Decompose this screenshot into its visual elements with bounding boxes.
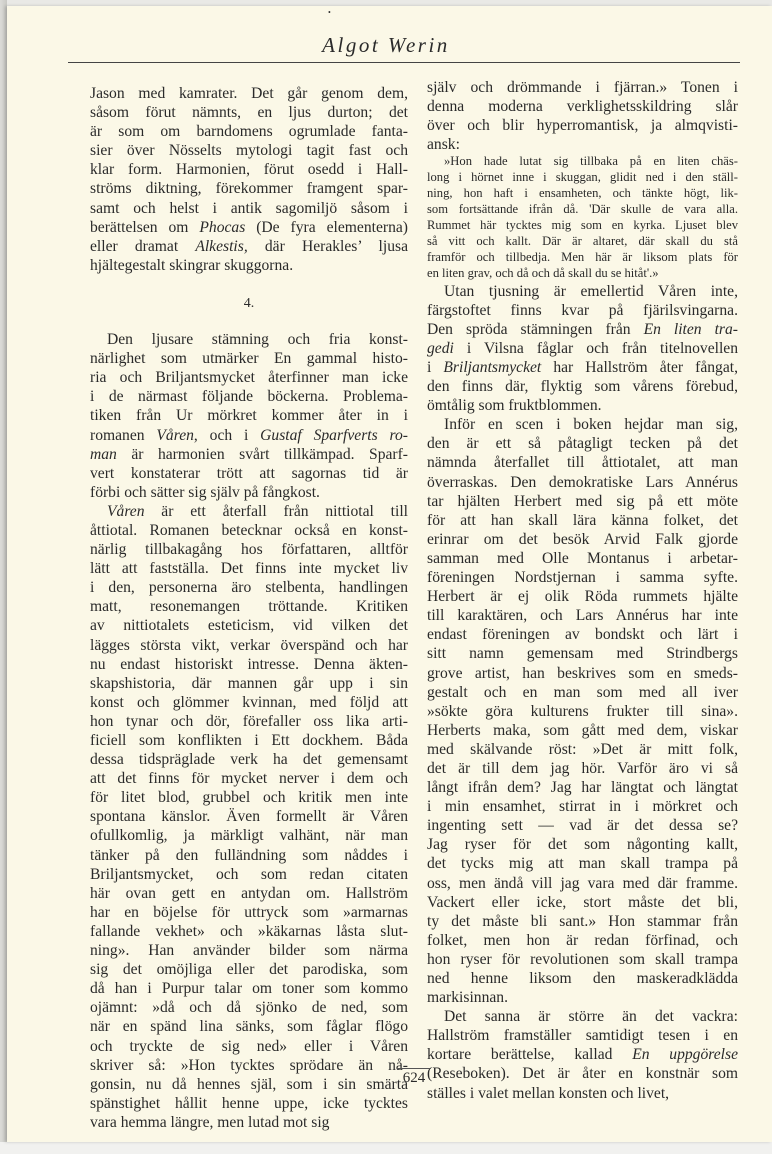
text-line: »sökte göra kulturens frukter till sina». [427, 702, 738, 720]
text-line: ställes i valet mellan konsten och livet, [427, 1084, 670, 1102]
left-column [90, 84, 408, 1132]
text-line: endast föreningen av bondskt och lärt i [427, 626, 738, 644]
text-line: den är ett så påtagligt tecken på det [427, 435, 738, 453]
paragraph [90, 84, 408, 275]
text-line: att det finns för mycket nerver i dem och [90, 770, 408, 788]
text-line: åttiotal. Romanen betecknar också en konst- [90, 521, 408, 539]
text-line: Rummet här tycktes mig som en kyrka. Ljuset blev [427, 218, 738, 232]
text-line: tar hjälten Herbert med sig på ett möte [427, 492, 738, 510]
text-line: matt, resonemangen tröttande. Kritiken [90, 598, 408, 616]
text-line: spänstighet hållit henne uppe, icke tycktes [90, 1094, 408, 1112]
header-rule [68, 62, 740, 63]
text-line: med skälvande röst: »Det är mitt folk, [427, 740, 738, 758]
text-line: nämnda återfallet till åttiotalet, att man [427, 454, 738, 472]
text-line: närlighet som utmärker En gammal histo- [90, 350, 408, 368]
text-line: erinrar om det besök Arvid Falk gjorde [427, 530, 738, 548]
text-line: long i hörnet inne i skuggan, glidit ned i den ställ- [427, 170, 738, 185]
text-line: ning». Han använder bilder som närma [90, 942, 408, 960]
text-line: sier över Nösselts mytologi tagit fast och [90, 142, 408, 160]
text-line: spontana känslor. Även formellt är Våren [90, 808, 408, 826]
paragraph [427, 282, 738, 416]
text-line: ned henne liksom den maskeradklädda [427, 970, 738, 987]
text-line: nu endast historiskt intresse. Denna äkten- [90, 655, 408, 673]
text-line: romanen Våren, och i Gustaf Sparfverts ro- [90, 426, 408, 444]
text-line: ojämnt: »då och då sjönko de ned, som [90, 999, 408, 1017]
text-line: lätt att fastställa. Det finns inte mycket liv [90, 560, 408, 578]
text-line: ning, hon haft i ensamheten, och tänkte högt, lik- [427, 186, 738, 201]
text-line: skapshistoria, där mannen går upp i sin [90, 674, 408, 692]
text-line: närlig tillbakagång hos författaren, alltför [90, 541, 408, 559]
text-line: fallande vekhet» och »käkarnas låsta slut- [90, 922, 408, 940]
text-line: här ovan gett en antydan om. Hallström [90, 884, 408, 902]
text-line: gedi i Vilsna fåglar och från titelnovellen [427, 339, 738, 357]
running-head-author: Algot Werin [322, 33, 450, 57]
text-line: markisinnan. [427, 989, 508, 1007]
right-column [427, 78, 738, 1103]
text-line: i den, personerna äro stelbenta, handlingen [90, 579, 408, 597]
text-line: Inför en scen i boken hejdar man sig, [444, 416, 738, 434]
text-line: långt ifrån dem? Jag har längtat och längtat [427, 779, 738, 797]
text-line: konst och glömmer kvinnan, med följd att [90, 693, 408, 711]
ink-speck: • [328, 8, 331, 17]
text-line: i Briljantsmycket har Hallström åter fångat, [427, 359, 738, 376]
text-line: lägges största vikt, verkar överspänd och har [90, 636, 408, 654]
text-line: såsom förut nämnts, en ljus durton; det [90, 104, 408, 122]
text-line: ansk: [427, 136, 460, 154]
text-line: själv och drömmande i fjärran.» Tonen i [427, 79, 738, 96]
text-line: ficiell som konflikten i Ett dockhem. Båda [90, 732, 408, 749]
text-line: hon ryser för revolutionen som skall trampa [427, 950, 738, 968]
text-line: för litet blod, grubbel och kritik men inte [90, 789, 408, 807]
paragraph [427, 78, 738, 154]
text-line: i de närmast följande böckerna. Problema- [90, 388, 408, 406]
paragraph [427, 415, 738, 1007]
text-line: hon tynar och dör, förefaller oss lika arti- [90, 712, 408, 730]
text-line: överraskas. Den demokratiske Lars Annérus [427, 473, 738, 491]
page-edge-shadow [0, 0, 7, 1154]
text-line: i min ensamhet, stirrat in i mörkret och [427, 798, 738, 816]
text-line: eller dramat Alkestis, där Herakles’ ljusa [90, 237, 408, 255]
text-line: till karaktären, och Lars Annérus har inte [427, 607, 738, 625]
text-line: när en spänd lina sänks, som fåglar flögo [90, 1018, 408, 1036]
scan-bottom-margin [0, 1142, 772, 1154]
text-line: det tycks mig att man skall trampa på [427, 855, 738, 873]
text-line: Det sanna är större än det vackra: [444, 1008, 738, 1026]
text-line: folket, men hon är redan förfinad, och [427, 931, 738, 949]
text-line: och tryckte de sig ned» eller i Våren [90, 1037, 408, 1055]
text-line: skriver så: »Hon tycktes sprödare än nå- [90, 1056, 408, 1074]
text-line: framför och tillbedja. Men här är liksom plats för [427, 249, 738, 264]
text-line: Den spröda stämningen från En liten tra- [427, 320, 738, 338]
block-quote [427, 154, 738, 281]
text-line: Jag ryser för det som någonting kallt, [427, 836, 738, 854]
text-line: då han i Purpur talar om toner som kommo [90, 980, 408, 998]
text-line: föreningen Nordstjernan i samma syfte. [427, 569, 738, 587]
text-line: gonsin, nu då hennes själ, som i sin smärta [90, 1075, 408, 1093]
text-line: för att han skall lära känna folket, det [427, 511, 738, 529]
text-line: en liten grav, och då och då skall du se hitåt'.» [427, 265, 659, 280]
text-line: det är till dem jag hör. Varför äro vi så [427, 759, 738, 777]
text-line: klar form. Harmonien, förut osedd i Hall- [90, 161, 408, 179]
text-line: har en böjelse för uttryck som »armarnas [90, 903, 408, 921]
text-line: grove artist, han beskrives som en smeds- [427, 664, 738, 682]
paragraph [90, 502, 408, 1132]
text-line: ria och Briljantsmycket återfinner man icke [90, 369, 408, 387]
text-line: berättelsen om Phocas (De fyra elementerna) [90, 218, 408, 236]
text-line: tänker på den fulländning som nåddes i [90, 846, 408, 864]
text-line: »Hon hade lutat sig tillbaka på en liten chäs- [444, 154, 738, 169]
text-line: ströms diktning, förekommer framgent spar- [90, 180, 408, 198]
text-line: hjältegestalt skingrar skuggorna. [90, 256, 294, 274]
text-line: över och blir hyperromantisk, ja almqvisti- [427, 117, 738, 135]
text-line: Herbert är ej olik Röda rummets hjälte [427, 588, 738, 606]
text-line: Hallström framställer samtidigt tesen i en [427, 1027, 738, 1045]
text-line: av nittiotalets esteticism, vid vilken det [90, 617, 408, 635]
text-line: Den ljusare stämning och fria konst- [107, 331, 408, 349]
text-line: kortare berättelse, kallad En uppgörelse [427, 1046, 738, 1064]
page-number: 624 [397, 1068, 431, 1087]
text-line: ömtålig som fruktblommen. [427, 397, 602, 415]
section-number: 4. [243, 295, 255, 311]
text-line: samman med Olle Montanus i arbetar- [427, 549, 738, 567]
text-line: dessa tidspräglade verk ha det gemensamt [90, 751, 408, 769]
text-line: Utan tjusning är emellertid Våren inte, [444, 282, 738, 300]
text-line: vert konstaterar trött att sagornas tid är [90, 464, 408, 482]
paragraph [427, 1007, 738, 1102]
text-line: man är harmonien svårt tillkämpad. Sparf- [90, 445, 408, 463]
text-line: sitt namn gemensam med Strindbergs [427, 645, 738, 663]
text-line: den finns där, flyktig som vårens förebud, [427, 378, 738, 396]
text-line: gestalt och en man som med all iver [427, 683, 738, 701]
text-line: ingenting sett — vad är det dessa se? [427, 817, 738, 835]
text-line: sig det omöjliga eller det parodiska, som [90, 961, 408, 979]
text-line: denna moderna verklighetsskildring slår [427, 98, 738, 116]
text-line: Briljantsmycket, och som redan citaten [90, 865, 408, 883]
paragraph [90, 330, 408, 502]
text-line: Våren är ett återfall från nittiotal till [107, 502, 408, 520]
text-line: som fortsättande ifrån då. 'Där skulle de vara alla. [427, 202, 738, 217]
text-line: Vackert eller icke, stort måste det bli, [427, 893, 738, 911]
text-line: vara hemma längre, men lutad mot sig [90, 1113, 330, 1131]
text-line: samt och helst i antik sagomiljö såsom i [90, 199, 408, 217]
text-line: är som om barndomens ogrumlade fanta- [90, 123, 408, 141]
text-line: ty det måste bli sant.» Hon stammar från [427, 912, 738, 930]
text-line: (Reseboken). Det är åter en konstnär som [427, 1065, 738, 1083]
text-line: Jason med kamrater. Det går genom dem, [90, 85, 408, 102]
text-line: Herberts maka, som gått med dem, viskar [427, 721, 738, 739]
text-line: så vitt och kallt. Där är altaret, där skall du stå [427, 233, 738, 248]
text-line: tiken från Ur mörkret kommer åter in i [90, 407, 408, 425]
text-line: färgstoftet finns kvar på fjärilsvingarna. [427, 301, 738, 319]
text-line: ofullkomlig, ja märkligt valhänt, när man [90, 827, 408, 845]
text-line: oss, men ändå vill jag vara med där framme. [427, 874, 738, 892]
text-line: förbi och sätter sig själv på fångkost. [90, 483, 320, 501]
